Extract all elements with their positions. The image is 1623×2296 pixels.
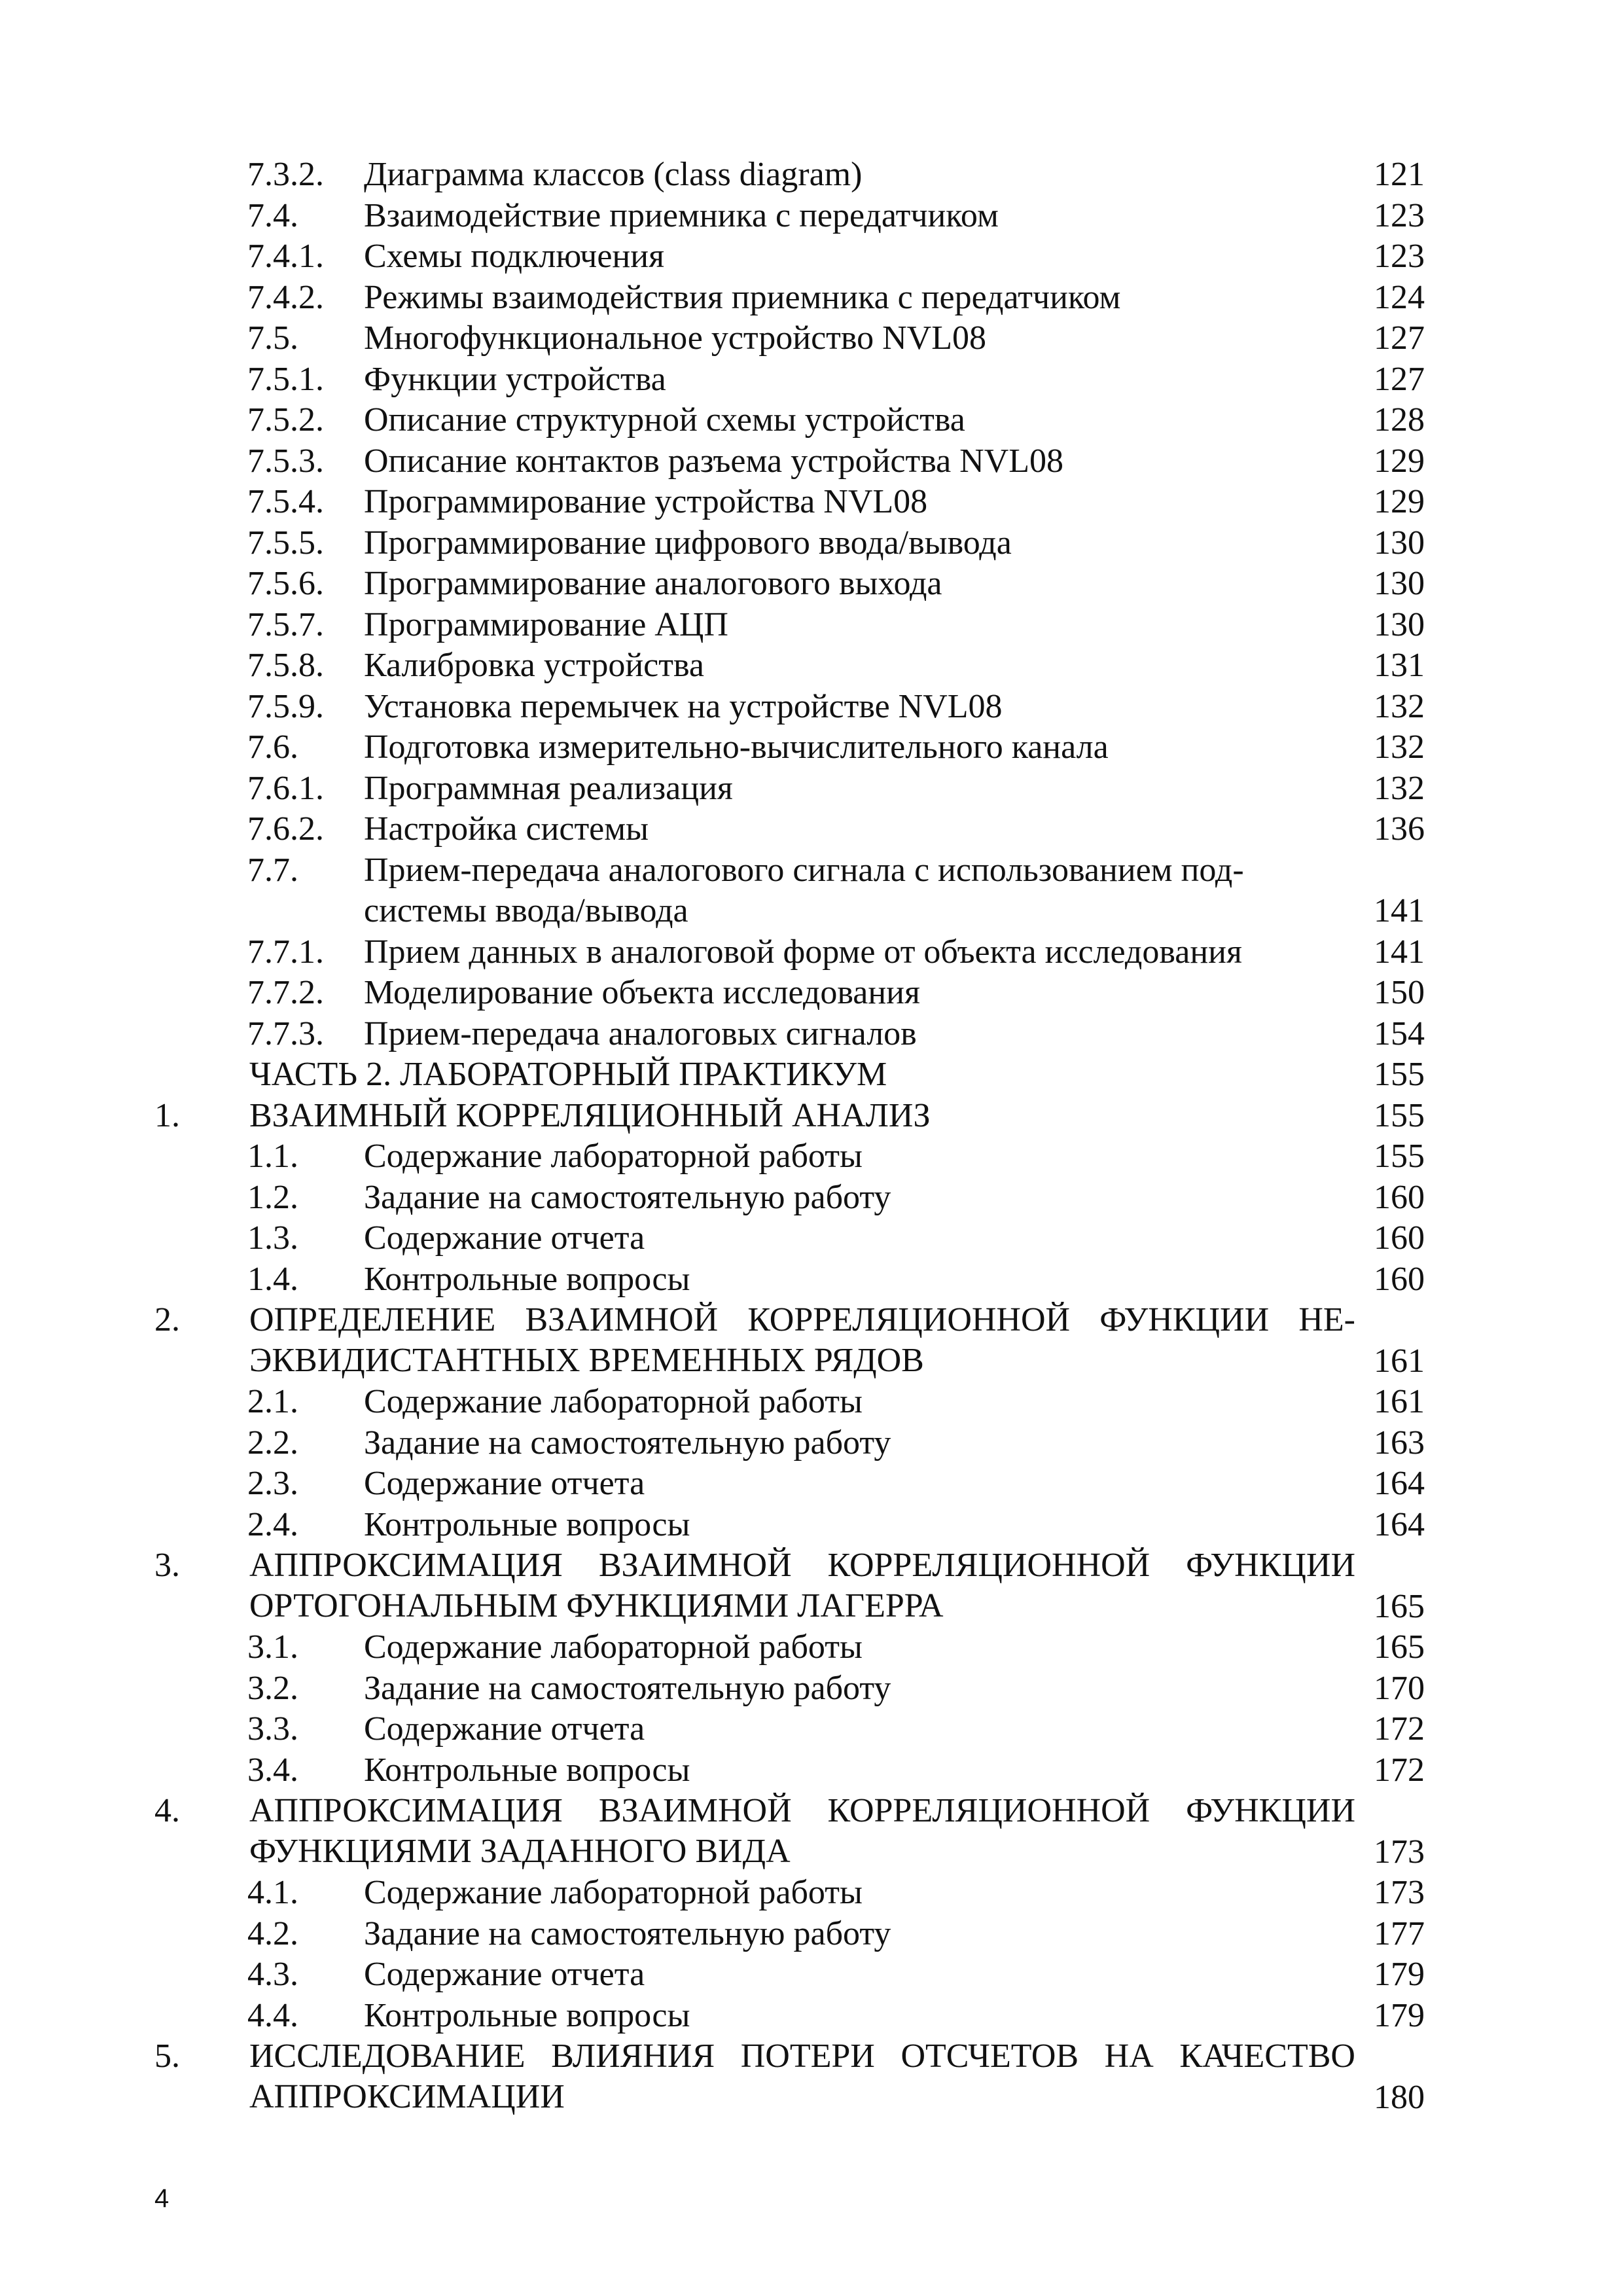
toc-entry-number: 1.: [154, 1096, 180, 1134]
toc-entry-title: Моделирование объекта исследования: [364, 974, 920, 1011]
toc-entry-page: 160: [1374, 1260, 1425, 1298]
toc-entry-page: 141: [1374, 933, 1425, 971]
toc-entry-title-line: ИССЛЕДОВАНИЕ ВЛИЯНИЯ ПОТЕРИ ОТСЧЕТОВ НА КАЧЕСТВО: [249, 2037, 1355, 2075]
toc-entry-page: 173: [1374, 1833, 1425, 1871]
toc-entry-number: 7.5.1.: [247, 360, 324, 398]
toc-entry-number: 7.4.: [247, 196, 298, 234]
toc-entry-title-line: ЭКВИДИСТАНТНЫХ ВРЕМЕННЫХ РЯДОВ: [249, 1342, 924, 1379]
toc-entry-page: 172: [1374, 1710, 1425, 1748]
toc-entry-number: 2.: [154, 1301, 180, 1338]
toc-entry-page: 132: [1374, 728, 1425, 766]
toc-entry-number: 1.2.: [247, 1178, 298, 1216]
toc-entry-page: 173: [1374, 1874, 1425, 1911]
toc-entry-title: Контрольные вопросы: [364, 1751, 690, 1789]
toc-entry-page: 150: [1374, 974, 1425, 1011]
toc-entry-number: 7.7.1.: [247, 933, 324, 971]
toc-entry-number: 7.5.2.: [247, 401, 324, 439]
toc-entry-title: Содержание лабораторной работы: [364, 1383, 863, 1420]
toc-entry-page: 130: [1374, 524, 1425, 562]
toc-entry-page: 164: [1374, 1505, 1425, 1543]
toc-entry-title: Программная реализация: [364, 769, 733, 807]
toc-entry-page: 132: [1374, 687, 1425, 725]
toc-entry-title: Задание на самостоятельную работу: [364, 1914, 891, 1952]
toc-entry-page: 172: [1374, 1751, 1425, 1789]
toc-entry-page: 128: [1374, 401, 1425, 439]
toc-entry-number: 1.3.: [247, 1219, 298, 1257]
toc-entry-number: 2.4.: [247, 1505, 298, 1543]
toc-entry-page: 161: [1374, 1342, 1425, 1380]
toc-entry-title: Взаимодействие приемника с передатчиком: [364, 196, 999, 234]
toc-entry-title: Содержание лабораторной работы: [364, 1138, 863, 1175]
toc-entry-title: Прием данных в аналоговой форме от объекта исследования: [364, 933, 1242, 971]
toc-entry-title: [249, 1545, 1355, 1626]
toc-entry-title: [249, 1791, 1355, 1872]
toc-entry-title: Содержание отчета: [364, 1465, 645, 1502]
toc-entry-number: 7.4.1.: [247, 238, 324, 275]
toc-entry-number: 7.6.1.: [247, 769, 324, 807]
toc-entry-number: 4.3.: [247, 1956, 298, 1993]
toc-entry-number: 7.7.2.: [247, 974, 324, 1011]
toc-entry-title: [364, 850, 1244, 931]
toc-entry-title: Схемы подключения: [364, 238, 664, 275]
toc-entry-title: Задание на самостоятельную работу: [364, 1424, 891, 1462]
toc-entry-page: 155: [1374, 1096, 1425, 1134]
toc-entry-title: Программирование аналогового выхода: [364, 565, 942, 602]
toc-entry-number: 2.3.: [247, 1465, 298, 1502]
toc-entry-title: Установка перемычек на устройстве NVL08: [364, 687, 1003, 725]
toc-entry-number: 5.: [154, 2037, 180, 2075]
toc-entry-title: Калибровка устройства: [364, 647, 704, 684]
toc-entry-number: 7.5.: [247, 319, 298, 357]
toc-entry-page: 179: [1374, 1996, 1425, 2034]
toc-entry-title: [249, 2036, 1355, 2117]
toc-entry-number: 7.5.8.: [247, 647, 324, 684]
toc-entry-title: Режимы взаимодействия приемника с передатчиком: [364, 278, 1121, 316]
toc-entry-page: 165: [1374, 1628, 1425, 1666]
toc-entry-title-line: АППРОКСИМАЦИИ: [249, 2078, 565, 2115]
toc-entry-title-line: ОПРЕДЕЛЕНИЕ ВЗАИМНОЙ КОРРЕЛЯЦИОННОЙ ФУНКЦИИ НЕ-: [249, 1301, 1355, 1338]
toc-entry-number: 7.5.6.: [247, 565, 324, 602]
toc-entry-page: 121: [1374, 156, 1425, 193]
toc-entry-title: Контрольные вопросы: [364, 1505, 690, 1543]
toc-entry-number: 1.4.: [247, 1260, 298, 1298]
toc-entry-page: 123: [1374, 238, 1425, 275]
toc-entry-title: Контрольные вопросы: [364, 1996, 690, 2034]
toc-entry-number: 3.4.: [247, 1751, 298, 1789]
toc-entry-page: 155: [1374, 1138, 1425, 1175]
toc-entry-page: 165: [1374, 1587, 1425, 1625]
toc-entry-page: 179: [1374, 1956, 1425, 1993]
toc-entry-title: Функции устройства: [364, 360, 666, 398]
toc-entry-page: 160: [1374, 1178, 1425, 1216]
toc-entry-title: Описание структурной схемы устройства: [364, 401, 965, 439]
toc-entry-number: 7.5.4.: [247, 483, 324, 520]
toc-entry-title-line: системы ввода/вывода: [364, 891, 688, 929]
toc-entry-number: 7.6.2.: [247, 810, 324, 848]
toc-entry-number: 7.4.2.: [247, 278, 324, 316]
toc-entry-page: 155: [1374, 1056, 1425, 1093]
toc-entry-number: 4.: [154, 1792, 180, 1829]
toc-entry-title-line: ОРТОГОНАЛЬНЫМ ФУНКЦИЯМИ ЛАГЕРРА: [249, 1587, 944, 1624]
toc-entry-page: 130: [1374, 605, 1425, 643]
toc-entry-title: Задание на самостоятельную работу: [364, 1669, 891, 1707]
toc-entry-number: 4.4.: [247, 1996, 298, 2034]
toc-entry-title: Содержание лабораторной работы: [364, 1874, 863, 1911]
toc-entry-number: 7.3.2.: [247, 156, 324, 193]
toc-entry-page: 127: [1374, 360, 1425, 398]
toc-entry-title: Программирование АЦП: [364, 605, 728, 643]
toc-entry-title: Подготовка измерительно-вычислительного канала: [364, 728, 1109, 766]
toc-entry-page: 163: [1374, 1424, 1425, 1462]
toc-entry-title: Программирование цифрового ввода/вывода: [364, 524, 1012, 562]
toc-entry-title: [249, 1300, 1355, 1381]
toc-entry-page: 131: [1374, 647, 1425, 684]
toc-entry-title: Многофункциональное устройство NVL08: [364, 319, 986, 357]
footer-page-number: 4: [154, 2184, 169, 2213]
toc-entry-title-line: ФУНКЦИЯМИ ЗАДАННОГО ВИДА: [249, 1833, 791, 1870]
toc-entry-page: 141: [1374, 892, 1425, 929]
toc-entry-number: 2.1.: [247, 1383, 298, 1420]
toc-entry-number: 7.5.5.: [247, 524, 324, 562]
toc-entry-title: Задание на самостоятельную работу: [364, 1178, 891, 1216]
toc-entry-number: 1.1.: [247, 1138, 298, 1175]
toc-entry-title-line: АППРОКСИМАЦИЯ ВЗАИМНОЙ КОРРЕЛЯЦИОННОЙ ФУНКЦИИ: [249, 1547, 1355, 1584]
toc-entry-number: 7.5.7.: [247, 605, 324, 643]
toc-entry-title: Контрольные вопросы: [364, 1260, 690, 1298]
toc-entry-title: Содержание отчета: [364, 1956, 645, 1993]
toc-entry-number: 7.6.: [247, 728, 298, 766]
toc-entry-page: 164: [1374, 1465, 1425, 1502]
toc-entry-number: 2.2.: [247, 1424, 298, 1462]
toc-entry-title-line: Прием-передача аналогового сигнала с использованием под-: [364, 851, 1244, 889]
toc-entry-page: 129: [1374, 483, 1425, 520]
toc-entry-title: Описание контактов разъема устройства NVL08: [364, 442, 1064, 480]
toc-entry-title: ВЗАИМНЫЙ КОРРЕЛЯЦИОННЫЙ АНАЛИЗ: [249, 1096, 931, 1134]
toc-entry-number: 7.7.: [247, 851, 298, 889]
toc-entry-title: Содержание отчета: [364, 1710, 645, 1748]
toc-entry-page: 129: [1374, 442, 1425, 480]
toc-entry-title: Прием-передача аналоговых сигналов: [364, 1014, 917, 1052]
toc-entry-page: 177: [1374, 1914, 1425, 1952]
toc-entry-title: ЧАСТЬ 2. ЛАБОРАТОРНЫЙ ПРАКТИКУМ: [249, 1056, 887, 1093]
toc-entry-page: 170: [1374, 1669, 1425, 1707]
toc-entry-page: 180: [1374, 2078, 1425, 2116]
toc-entry-page: 124: [1374, 278, 1425, 316]
toc-entry-page: 123: [1374, 196, 1425, 234]
toc-entry-title: Содержание отчета: [364, 1219, 645, 1257]
toc-entry-page: 127: [1374, 319, 1425, 357]
toc-entry-page: 154: [1374, 1014, 1425, 1052]
toc-entry-title: Настройка системы: [364, 810, 649, 848]
toc-entry-page: 136: [1374, 810, 1425, 848]
toc-entry-title: Содержание лабораторной работы: [364, 1628, 863, 1666]
toc-entry-number: 3.3.: [247, 1710, 298, 1748]
toc-entry-number: 3.1.: [247, 1628, 298, 1666]
toc-entry-title: Программирование устройства NVL08: [364, 483, 928, 520]
toc-entry-title: Диаграмма классов (class diagram): [364, 156, 863, 193]
toc-entry-number: 7.7.3.: [247, 1014, 324, 1052]
toc-entry-number: 7.5.9.: [247, 687, 324, 725]
toc-entry-number: 3.: [154, 1547, 180, 1584]
toc-entry-number: 7.5.3.: [247, 442, 324, 480]
toc-entry-number: 3.2.: [247, 1669, 298, 1707]
toc-entry-page: 132: [1374, 769, 1425, 807]
toc-entry-number: 4.2.: [247, 1914, 298, 1952]
toc-entry-page: 161: [1374, 1383, 1425, 1420]
toc-entry-number: 4.1.: [247, 1874, 298, 1911]
toc-entry-page: 130: [1374, 565, 1425, 602]
toc-entry-title-line: АППРОКСИМАЦИЯ ВЗАИМНОЙ КОРРЕЛЯЦИОННОЙ ФУНКЦИИ: [249, 1792, 1355, 1829]
toc-entry-page: 160: [1374, 1219, 1425, 1257]
